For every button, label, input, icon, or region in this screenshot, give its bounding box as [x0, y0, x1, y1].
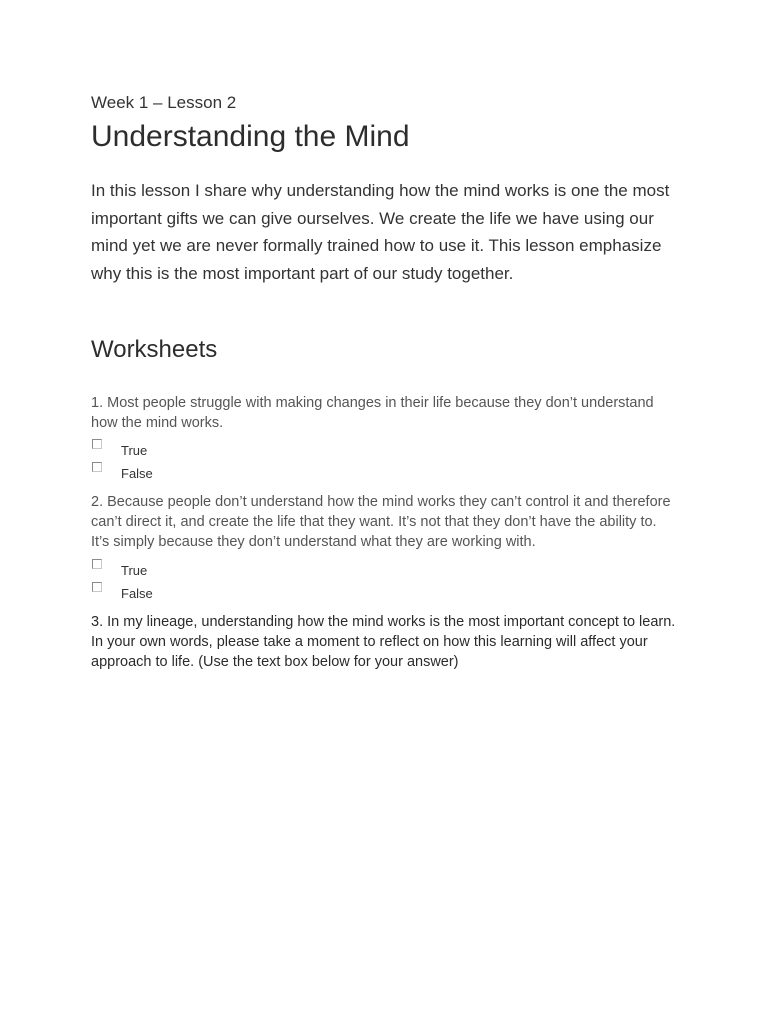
question-1-text: 1. Most people struggle with making changes in their life because they don’t understand how the mind works.	[91, 395, 654, 431]
option-label: True	[121, 443, 148, 458]
question-3-text: 3. In my lineage, understanding how the mind works is the most important concept to learn. In your own words, please take a moment to reflect on how this learning will affect your approach to life. (Use the text box below for your answer)	[91, 614, 676, 670]
page-title: Understanding the Mind	[91, 120, 410, 153]
lesson-intro: In this lesson I share why understanding how the mind works is one the most important gifts we can give ourselves. We create the life we have using our mind yet we are never formally trained how to use it. This lesson emphasize why this is the most important part of our study together.	[91, 181, 670, 283]
question-1-option-true[interactable]	[91, 439, 291, 457]
option-label: False	[121, 466, 153, 481]
question-2-option-true[interactable]	[91, 559, 291, 577]
question-2-option-false[interactable]	[91, 582, 291, 600]
question-1-option-false[interactable]	[91, 462, 291, 480]
option-label: True	[121, 563, 148, 578]
checkbox-icon[interactable]	[92, 462, 102, 472]
checkbox-icon[interactable]	[92, 439, 102, 449]
checkbox-icon[interactable]	[92, 559, 102, 569]
option-label: False	[121, 586, 153, 601]
lesson-eyebrow: Week 1 – Lesson 2	[91, 93, 237, 112]
worksheets-heading: Worksheets	[91, 336, 218, 363]
checkbox-icon[interactable]	[92, 582, 102, 592]
question-2-text: 2. Because people don’t understand how the mind works they can’t control it and therefore can’t direct it, and create the life that they want. It’s not that they don’t have the ability to. It’s simply because they don’t understand what they are working with.	[91, 494, 671, 550]
